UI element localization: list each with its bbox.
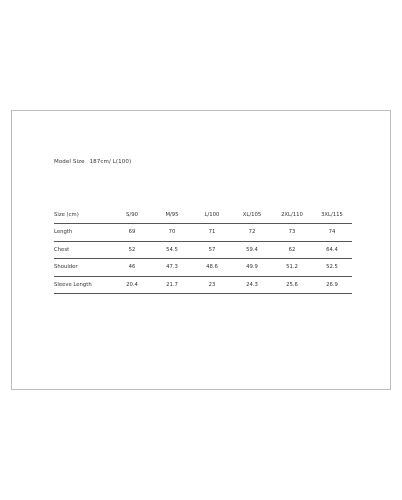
table-row: [54, 241, 352, 259]
table-row: [54, 259, 352, 277]
header-2xl110: 2XL/110: [272, 207, 312, 224]
table-row: [54, 276, 352, 294]
table-cell: 57: [192, 241, 232, 259]
table-cell: 51.2: [272, 259, 312, 277]
table-cell: 59.4: [232, 241, 272, 259]
table-cell: 72: [232, 224, 272, 242]
row-label-length: Length: [54, 224, 112, 242]
table-header-row: [54, 207, 352, 224]
header-l100: L/100: [192, 207, 232, 224]
table-cell: 69: [112, 224, 152, 242]
header-size-cm: Size (cm): [54, 207, 112, 224]
table-cell: 62: [272, 241, 312, 259]
table-cell: 23: [192, 276, 232, 294]
table-cell: 49.9: [232, 259, 272, 277]
size-table: [54, 207, 352, 294]
table-cell: 70: [152, 224, 192, 242]
size-chart-card: [11, 110, 391, 390]
table-cell: 52: [112, 241, 152, 259]
header-s90: S/90: [112, 207, 152, 224]
table-row: [54, 224, 352, 242]
table-cell: 74: [312, 224, 352, 242]
table-cell: 64.4: [312, 241, 352, 259]
model-size-label: Model Size: [54, 159, 85, 165]
table-cell: 25.6: [272, 276, 312, 294]
model-size-line: [54, 159, 131, 165]
table-cell: 71: [192, 224, 232, 242]
table-cell: 52.5: [312, 259, 352, 277]
row-label-chest: Chest: [54, 241, 112, 259]
table-cell: 46: [112, 259, 152, 277]
header-3xl115: 3XL/115: [312, 207, 352, 224]
table-cell: 47.3: [152, 259, 192, 277]
row-label-sleeve-length: Sleeve Length: [54, 276, 112, 294]
model-size-value: 187cm/ L(100): [89, 159, 132, 165]
table-cell: 48.6: [192, 259, 232, 277]
table-cell: 54.5: [152, 241, 192, 259]
table-cell: 20.4: [112, 276, 152, 294]
row-label-shoulder: Shoulder: [54, 259, 112, 277]
table-cell: 26.9: [312, 276, 352, 294]
table-cell: 24.3: [232, 276, 272, 294]
header-xl105: XL/105: [232, 207, 272, 224]
table-cell: 21.7: [152, 276, 192, 294]
table-cell: 73: [272, 224, 312, 242]
header-m95: M/95: [152, 207, 192, 224]
